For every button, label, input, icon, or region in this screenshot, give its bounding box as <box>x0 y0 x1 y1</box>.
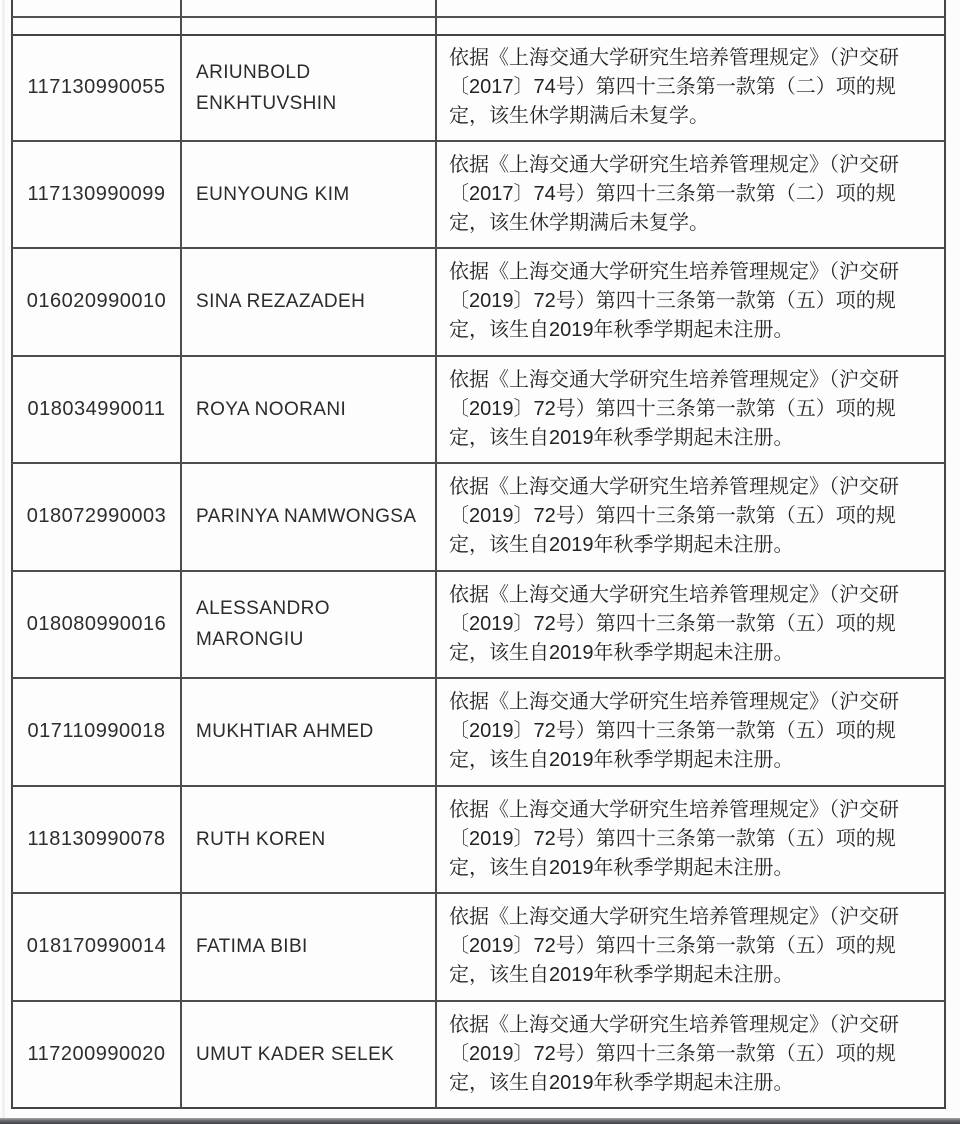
student-name-cell: ARIUNBOLD ENKHTUVSHIN <box>182 34 437 142</box>
page-left-edge <box>2 0 5 1124</box>
clipped-previous-row <box>11 0 946 18</box>
clipped-cell <box>182 0 437 18</box>
reason-cell: 依据《上海交通大学研究生培养管理规定》（沪交研〔2017〕74号）第四十三条第一款第（二）项的规定，该生休学期满后未复学。 <box>437 142 946 250</box>
clipped-cell <box>437 0 946 18</box>
student-id-cell: 018072990003 <box>11 464 182 572</box>
table-row <box>11 142 946 250</box>
reason-cell: 依据《上海交通大学研究生培养管理规定》（沪交研〔2019〕72号）第四十三条第一款第（五）项的规定，该生自2019年秋季学期起未注册。 <box>437 464 946 572</box>
student-id-cell: 018170990014 <box>11 894 182 1002</box>
clipped-cell <box>11 0 182 18</box>
student-name-cell: ROYA NOORANI <box>182 357 437 465</box>
reason-cell: 依据《上海交通大学研究生培养管理规定》（沪交研〔2019〕72号）第四十三条第一款第（五）项的规定，该生自2019年秋季学期起未注册。 <box>437 572 946 680</box>
student-name-cell: SINA REZAZADEH <box>182 249 437 357</box>
student-name-cell: ALESSANDRO MARONGIU <box>182 572 437 680</box>
table-row <box>11 1002 946 1110</box>
table-row <box>11 787 946 895</box>
student-name-cell: UMUT KADER SELEK <box>182 1002 437 1110</box>
student-id-cell: 118130990078 <box>11 787 182 895</box>
reason-cell: 依据《上海交通大学研究生培养管理规定》（沪交研〔2019〕72号）第四十三条第一款第（五）项的规定，该生自2019年秋季学期起未注册。 <box>437 249 946 357</box>
student-id-cell: 117130990099 <box>11 142 182 250</box>
table-row <box>11 464 946 572</box>
table-row <box>11 894 946 1002</box>
student-name-cell: PARINYA NAMWONGSA <box>182 464 437 572</box>
student-id-cell: 018034990011 <box>11 357 182 465</box>
reason-cell: 依据《上海交通大学研究生培养管理规定》（沪交研〔2019〕72号）第四十三条第一款第（五）项的规定，该生自2019年秋季学期起未注册。 <box>437 1002 946 1110</box>
reason-cell: 依据《上海交通大学研究生培养管理规定》（沪交研〔2019〕72号）第四十三条第一款第（五）项的规定，该生自2019年秋季学期起未注册。 <box>437 679 946 787</box>
border-gap-row <box>11 18 946 34</box>
reason-cell: 依据《上海交通大学研究生培养管理规定》（沪交研〔2019〕72号）第四十三条第一款第（五）项的规定，该生自2019年秋季学期起未注册。 <box>437 357 946 465</box>
table-row <box>11 357 946 465</box>
student-id-cell: 117200990020 <box>11 1002 182 1110</box>
table-row <box>11 679 946 787</box>
student-id-cell: 117130990055 <box>11 34 182 142</box>
student-id-cell: 017110990018 <box>11 679 182 787</box>
table-row <box>11 34 946 142</box>
student-id-cell: 018080990016 <box>11 572 182 680</box>
student-name-cell: RUTH KOREN <box>182 787 437 895</box>
reason-cell: 依据《上海交通大学研究生培养管理规定》（沪交研〔2019〕72号）第四十三条第一款第（五）项的规定，该生自2019年秋季学期起未注册。 <box>437 787 946 895</box>
student-name-cell: MUKHTIAR AHMED <box>182 679 437 787</box>
reason-cell: 依据《上海交通大学研究生培养管理规定》（沪交研〔2019〕72号）第四十三条第一款第（五）项的规定，该生自2019年秋季学期起未注册。 <box>437 894 946 1002</box>
student-status-table <box>11 0 946 1109</box>
page-bottom-edge-bar <box>0 1118 960 1124</box>
reason-cell: 依据《上海交通大学研究生培养管理规定》（沪交研〔2017〕74号）第四十三条第一款第（二）项的规定，该生休学期满后未复学。 <box>437 34 946 142</box>
student-name-cell: EUNYOUNG KIM <box>182 142 437 250</box>
student-id-cell: 016020990010 <box>11 249 182 357</box>
table-row <box>11 572 946 680</box>
table-row <box>11 249 946 357</box>
student-name-cell: FATIMA BIBI <box>182 894 437 1002</box>
